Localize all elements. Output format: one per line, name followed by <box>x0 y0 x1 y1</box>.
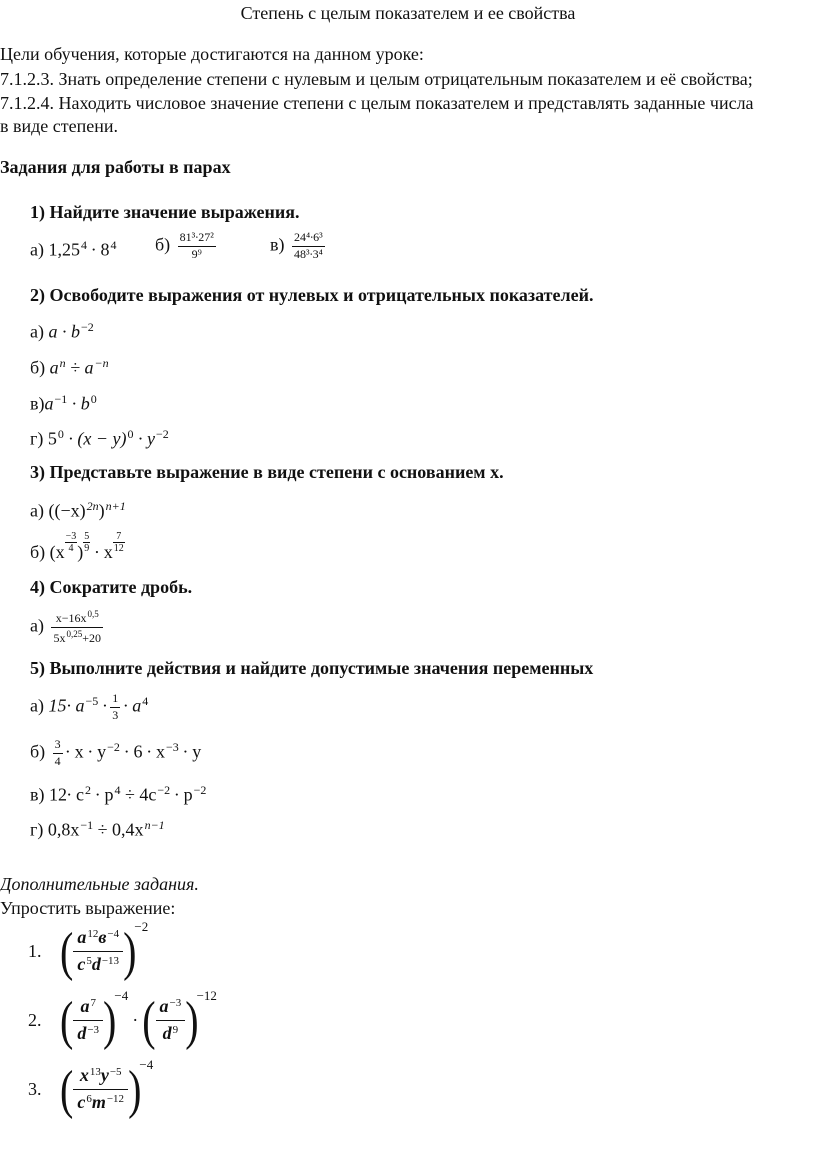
right-paren: ) <box>185 989 199 1051</box>
simplify-label: Упростить выражение: <box>0 898 176 918</box>
task-5b <box>30 738 201 769</box>
exponent: 2 <box>85 783 91 797</box>
exponent: 7 <box>90 997 96 1010</box>
expression: 12∙ c <box>49 784 84 805</box>
task-5-heading: 5) Выполните действия и найдите допустимые значения переменных <box>30 658 594 678</box>
expression: ((−x) <box>48 500 86 521</box>
exponent: −3 <box>165 739 179 754</box>
task-4a <box>30 609 106 645</box>
expression: 5x <box>53 630 66 645</box>
extra-1-number: 1. <box>28 941 42 961</box>
task-1-heading: 1) Найдите значение выражения. <box>30 202 300 222</box>
variable: a <box>159 996 169 1017</box>
exponent: −3 <box>87 1024 100 1037</box>
fraction <box>73 1065 128 1113</box>
item-label: а) <box>30 695 49 716</box>
fraction-exponent <box>113 531 125 554</box>
denominator <box>51 628 103 646</box>
exponent: −2 <box>193 783 207 797</box>
task-2c <box>30 392 97 415</box>
item-label: а) <box>30 500 49 521</box>
numerator <box>73 996 103 1021</box>
numerator <box>73 927 123 952</box>
extra-3-expression <box>60 1057 154 1120</box>
outer-exponent: −4 <box>139 1057 154 1072</box>
exponent: 0 <box>90 392 97 406</box>
base: 5 <box>47 428 57 449</box>
task-5a <box>30 692 148 723</box>
exponent: n <box>59 356 66 370</box>
exponent: 4 <box>142 693 149 708</box>
denominator: 4 <box>68 543 74 554</box>
left-paren: ( <box>60 1058 74 1120</box>
exponent: −13 <box>101 955 120 968</box>
exponent: −12 <box>106 1093 125 1106</box>
exponent: n+1 <box>105 499 126 513</box>
numerator: 5 <box>84 531 90 542</box>
item-label: б) <box>30 542 50 562</box>
denominator <box>73 1021 103 1045</box>
variable: d <box>77 1023 87 1044</box>
expression: ∙ a <box>123 695 142 716</box>
extra-2-expression <box>60 988 217 1051</box>
expression: x−16x <box>55 610 87 625</box>
numerator <box>73 1065 128 1090</box>
fraction <box>51 609 103 645</box>
expression: 15∙ a <box>48 695 85 716</box>
multiply-dot: · <box>132 1010 139 1031</box>
exponent: 4 <box>80 238 87 252</box>
numerator: 1 <box>110 692 120 708</box>
exponent: n−1 <box>144 818 165 832</box>
expression: ∙ (x − y) <box>63 428 127 449</box>
expression: ∙ 6 ∙ x <box>119 741 165 762</box>
expression: ) <box>77 542 84 562</box>
denominator: 9 <box>84 543 90 554</box>
exponent: 9 <box>172 1024 179 1037</box>
task-1a <box>30 238 116 261</box>
exponent: 2n <box>86 499 99 513</box>
expression: (x <box>49 542 65 562</box>
exponent: 4 <box>114 783 121 797</box>
base: 1,25 <box>48 239 80 260</box>
denominator <box>73 952 123 976</box>
exponent: −1 <box>54 392 68 406</box>
exponent: 12 <box>87 928 99 941</box>
numerator: 24⁴∙6³ <box>292 231 325 247</box>
outer-exponent: −2 <box>134 919 149 934</box>
expression: ∙ y <box>178 741 202 762</box>
fraction <box>156 996 186 1044</box>
exponent: 4 <box>110 238 117 252</box>
extra-1-expression <box>60 919 149 982</box>
exponent: −5 <box>85 693 99 708</box>
left-paren: ( <box>142 989 156 1051</box>
numerator: 81³∙27² <box>178 231 216 247</box>
expression: ÷ 4c <box>120 784 157 805</box>
exponent: −2 <box>107 739 120 754</box>
exponent: −n <box>94 356 109 370</box>
item-label: в) <box>270 234 289 255</box>
operator: ∙ <box>86 239 101 260</box>
task-2b <box>30 356 109 379</box>
exponent: −2 <box>156 427 169 441</box>
extra-heading: Дополнительные задания. <box>0 874 199 894</box>
task-1b <box>155 231 219 262</box>
item-label: б) <box>30 741 50 762</box>
variable: c <box>77 1092 86 1113</box>
exponent: −2 <box>157 783 171 797</box>
fraction <box>178 231 216 262</box>
task-4-heading: 4) Сократите дробь. <box>30 577 193 597</box>
task-2a <box>30 320 94 343</box>
denominator: 12 <box>113 543 124 554</box>
expression: ∙ x <box>90 542 113 562</box>
denominator <box>73 1090 128 1114</box>
left-paren: ( <box>60 989 74 1051</box>
exponent: 0 <box>127 427 134 441</box>
denominator <box>156 1021 186 1045</box>
numerator: 3 <box>53 738 63 754</box>
denominator: 3 <box>112 707 119 722</box>
denominator: 48³∙3⁴ <box>294 246 323 261</box>
base: a <box>49 357 59 378</box>
right-paren: ) <box>128 1058 142 1120</box>
exponent: 0,5 <box>87 609 99 619</box>
fraction-exponent <box>65 531 78 554</box>
expression: ∙ y <box>133 428 156 449</box>
item-label: в) <box>30 784 49 805</box>
expression: ) <box>98 500 105 521</box>
objectives-heading: Цели обучения, которые достигаются на данном уроке: <box>0 44 424 64</box>
task-5d <box>30 818 165 841</box>
left-paren: ( <box>60 920 74 982</box>
item-label: а) <box>30 239 49 260</box>
variable: a <box>80 996 90 1017</box>
expression: ÷ 0,4x <box>93 819 144 840</box>
denominator: 4 <box>54 753 61 768</box>
pairs-heading: Задания для работы в парах <box>0 157 231 177</box>
base: a <box>44 393 54 414</box>
variable: m <box>91 1092 106 1113</box>
outer-exponent: −12 <box>196 988 217 1003</box>
outer-exponent: −4 <box>114 988 129 1003</box>
task-1c <box>270 231 328 262</box>
exponent: 5 <box>86 955 92 968</box>
item-label: г) <box>30 428 48 449</box>
exponent: −3 <box>169 997 182 1010</box>
numerator <box>156 996 186 1021</box>
expression: +20 <box>82 630 102 645</box>
right-paren: ) <box>103 989 117 1051</box>
fraction <box>110 692 120 723</box>
objective-1: 7.1.2.3. Знать определение степени с нулевым и целым отрицательным показателем и её свойства; <box>0 69 753 89</box>
right-paren: ) <box>123 920 137 982</box>
exponent: 6 <box>86 1093 92 1106</box>
variable: в <box>98 927 107 948</box>
expression: ∙ p <box>170 784 193 805</box>
fraction <box>53 738 63 769</box>
expression: 0,8x <box>47 819 80 840</box>
fraction <box>292 231 325 262</box>
variable: y <box>100 1065 109 1086</box>
item-label: б) <box>30 357 50 378</box>
exponent: −2 <box>80 320 94 334</box>
expression: ∙ p <box>91 784 114 805</box>
task-3-heading: 3) Представьте выражение в виде степени с основанием x. <box>30 462 504 482</box>
base: 8 <box>100 239 110 260</box>
numerator: 7 <box>113 531 125 543</box>
exponent: −1 <box>80 818 94 832</box>
fraction <box>73 996 103 1044</box>
numerator <box>51 609 103 628</box>
item-label: б) <box>155 234 175 255</box>
operator: ∙ <box>98 695 108 716</box>
variable: c <box>77 954 86 975</box>
task-2d <box>30 427 169 450</box>
exponent: −4 <box>107 928 120 941</box>
task-5c <box>30 783 206 806</box>
task-3b <box>30 531 125 563</box>
exponent: 0,25 <box>66 628 83 639</box>
fraction <box>73 927 123 975</box>
expression: ∙ x ∙ y <box>65 741 107 762</box>
objective-2-line-1: 7.1.2.4. Находить числовое значение степени с целым показателем и представлять заданные числа <box>0 93 754 113</box>
item-label: а) <box>30 615 49 636</box>
denominator: 9⁹ <box>191 246 202 261</box>
exponent: 13 <box>89 1066 101 1079</box>
page-title: Степень с целым показателем и ее свойства <box>240 3 576 23</box>
variable: x <box>79 1065 89 1086</box>
variable: d <box>91 954 101 975</box>
task-3a <box>30 499 126 522</box>
exponent: −5 <box>109 1066 122 1079</box>
variable: a <box>77 927 87 948</box>
expression: ∙ b <box>67 393 90 414</box>
objective-2-line-2: в виде степени. <box>0 116 119 136</box>
extra-2-number: 2. <box>28 1010 42 1030</box>
item-label: г) <box>30 819 48 840</box>
expression: ÷ a <box>65 357 94 378</box>
expression: a ∙ b <box>48 321 80 342</box>
item-label: а) <box>30 321 49 342</box>
exponent: 0 <box>57 427 64 441</box>
variable: d <box>162 1023 172 1044</box>
item-label: в) <box>30 393 45 414</box>
extra-3-number: 3. <box>28 1079 42 1099</box>
task-2-heading: 2) Освободите выражения от нулевых и отрицательных показателей. <box>30 285 594 305</box>
numerator: −3 <box>65 531 77 542</box>
